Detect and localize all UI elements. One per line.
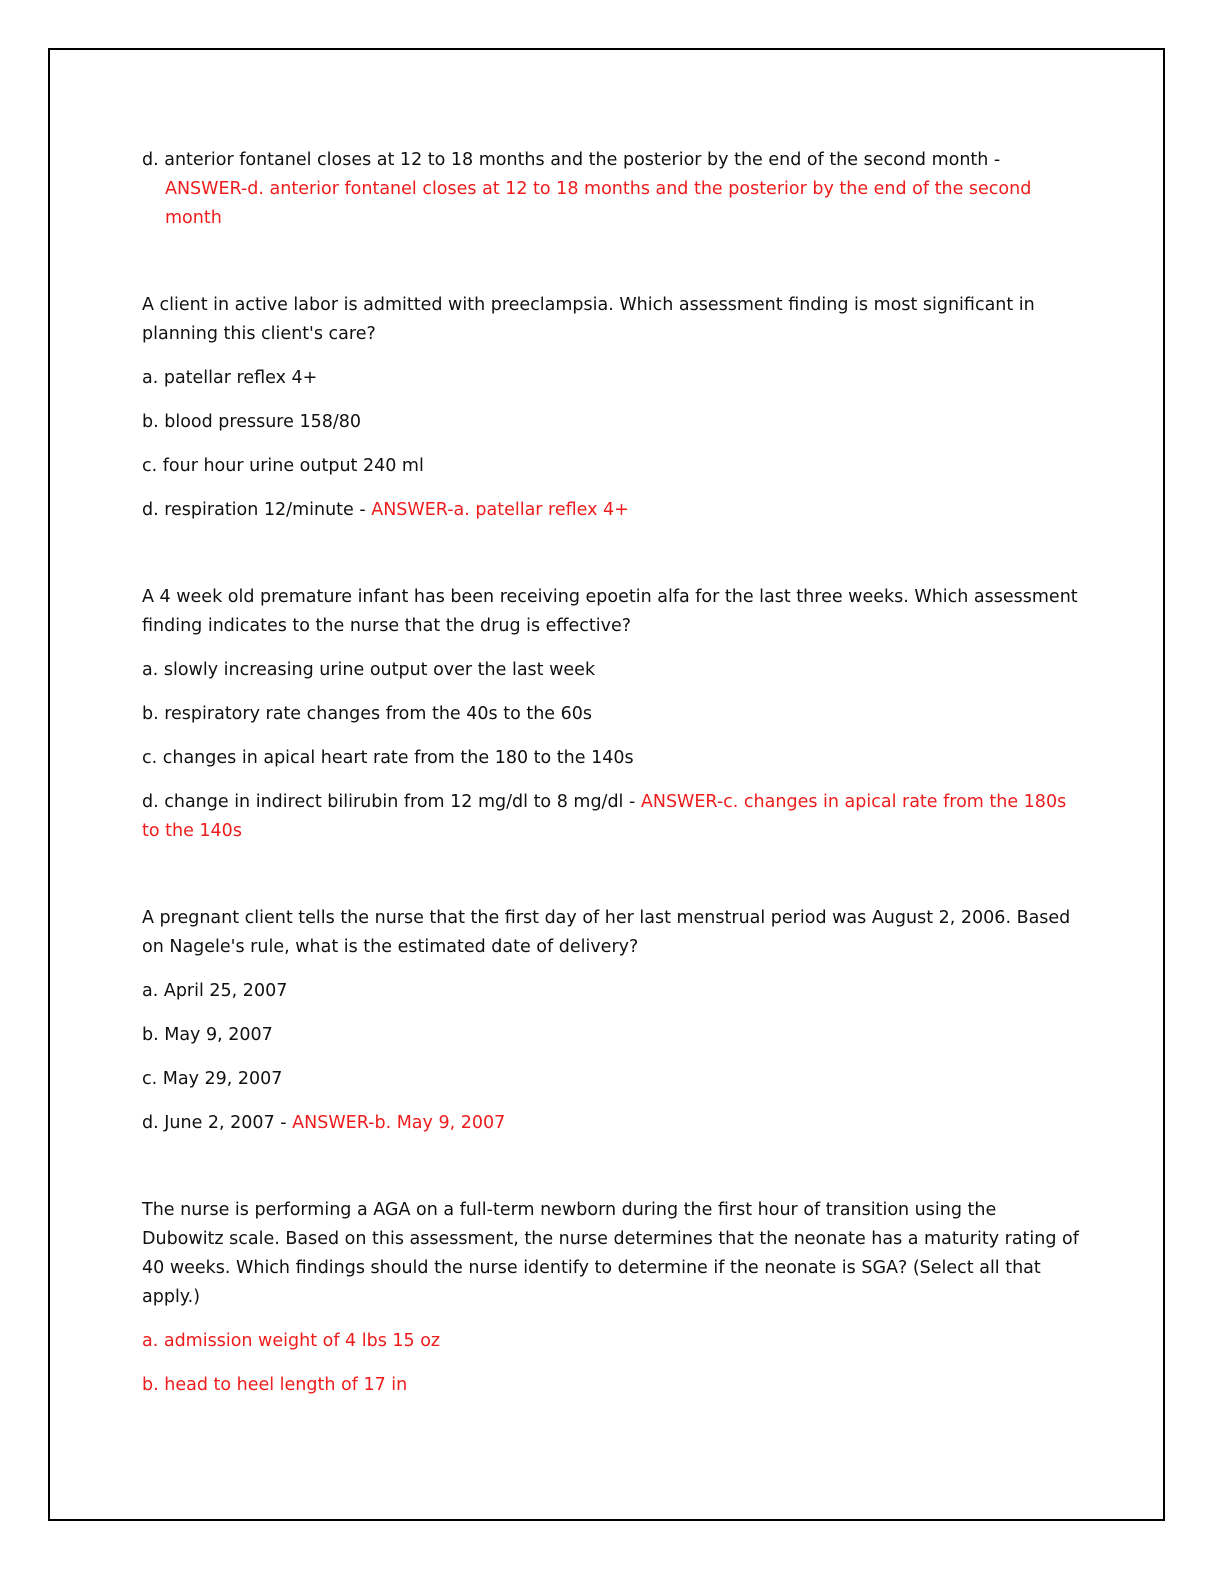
answer-text: ANSWER-d. anterior fontanel closes at 12 to 18 months and the posterior by the end of the second month: [165, 179, 1032, 228]
answer-text: ANSWER-a. patellar reflex 4+: [371, 500, 629, 520]
option-text: d. change in indirect bilirubin from 12 mg/dl to 8 mg/dl -: [142, 792, 636, 812]
prev-option-d: [142, 146, 1082, 233]
q1-option-a: a. patellar reflex 4+: [142, 368, 318, 388]
q1-option-d: [142, 496, 1082, 525]
question-3-text: A pregnant client tells the nurse that the first day of her last menstrual period was August 2, 2006. Based on Nagele's rule, what is the estimated date of delivery?: [142, 908, 1071, 957]
q3-option-c: c. May 29, 2007: [142, 1069, 283, 1089]
q3-option-d: [142, 1109, 1082, 1138]
q2-option-a: a. slowly increasing urine output over the last week: [142, 660, 596, 680]
q2-option-c: c. changes in apical heart rate from the 180 to the 140s: [142, 748, 634, 768]
question-4-text: The nurse is performing a AGA on a full-term newborn during the first hour of transition using the Dubowitz scale. Based on this assessment, the nurse determines that the neonate has a maturity rating of 40 weeks. Which findings should the nurse identify to determine if the neonate is SGA? (Select all that apply.): [142, 1200, 1079, 1307]
q3-option-a: a. April 25, 2007: [142, 981, 288, 1001]
document-content: [142, 146, 1082, 1400]
question-2-text: A 4 week old premature infant has been receiving epoetin alfa for the last three weeks. Which assessment finding indicates to the nurse that the drug is effective?: [142, 587, 1078, 636]
option-text: d. June 2, 2007 -: [142, 1113, 287, 1133]
option-text: d. anterior fontanel closes at 12 to 18 months and the posterior by the end of the second month -: [142, 150, 1001, 170]
q2-option-d: [142, 788, 1082, 846]
answer-text: ANSWER-c. changes in apical rate from the 180s to the 140s: [142, 792, 1067, 841]
option-text: d. respiration 12/minute -: [142, 500, 366, 520]
q4-option-a: a. admission weight of 4 lbs 15 oz: [142, 1331, 441, 1351]
answer-text: ANSWER-b. May 9, 2007: [292, 1113, 506, 1133]
q2-option-b: b. respiratory rate changes from the 40s to the 60s: [142, 704, 593, 724]
q1-option-b: b. blood pressure 158/80: [142, 412, 362, 432]
q1-option-c: c. four hour urine output 240 ml: [142, 456, 424, 476]
q3-option-b: b. May 9, 2007: [142, 1025, 273, 1045]
question-1-text: A client in active labor is admitted with preeclampsia. Which assessment finding is most significant in planning this client's care?: [142, 295, 1035, 344]
q4-option-b: b. head to heel length of 17 in: [142, 1375, 408, 1395]
